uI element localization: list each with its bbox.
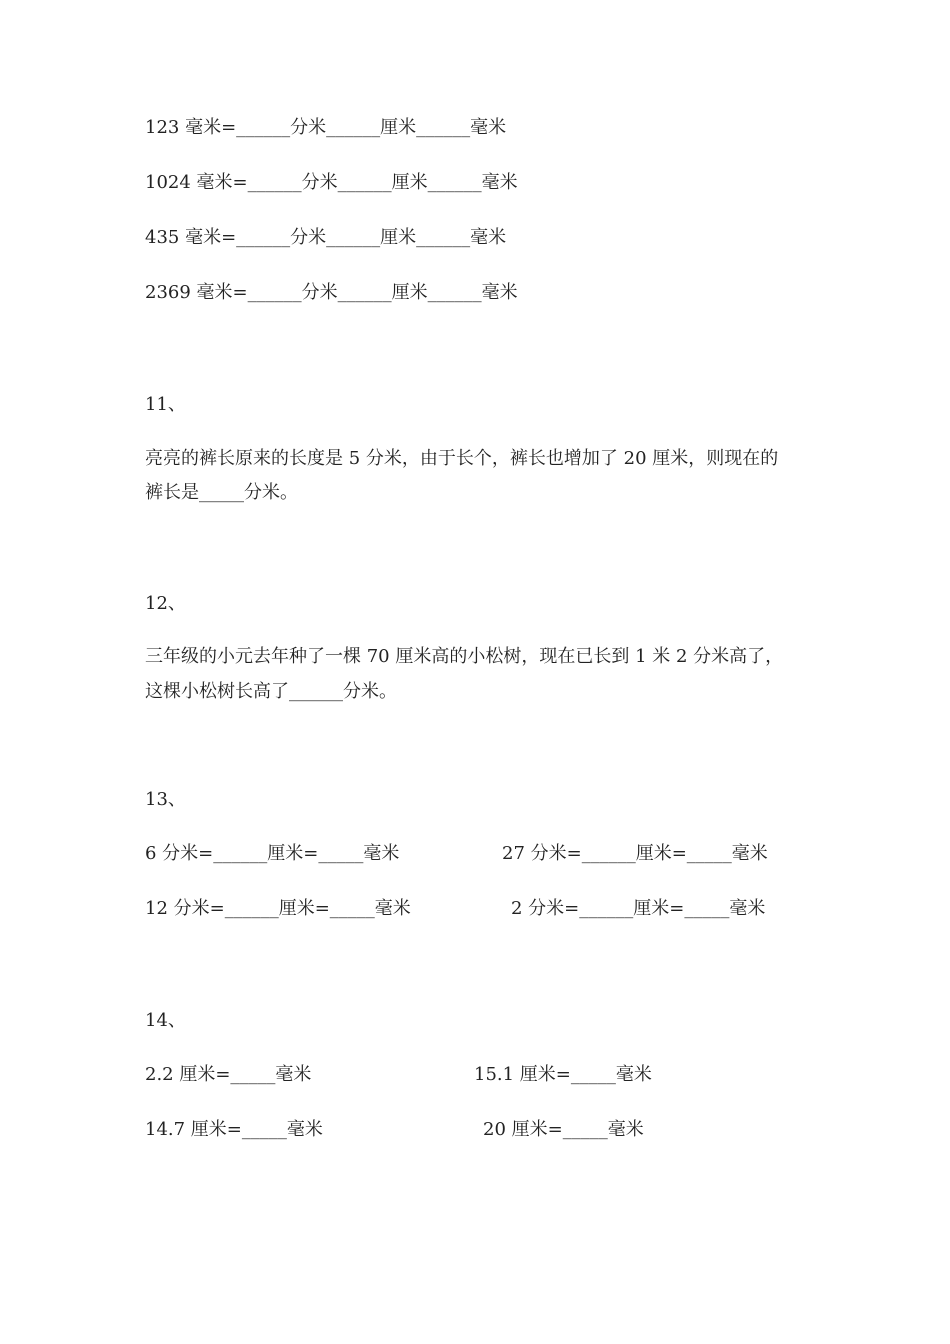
conversion-line-3: 435 毫米=______分米______厘米______毫米 — [145, 227, 507, 248]
question-14-left-2: 14.7 厘米=_____毫米 — [145, 1119, 323, 1140]
question-11-text-line-1: 亮亮的裤长原来的长度是 5 分米，由于长个，裤长也增加了 20 厘米，则现在的 — [145, 448, 779, 469]
conversion-line-1: 123 毫米=______分米______厘米______毫米 — [145, 117, 507, 138]
question-13-left-1: 6 分米=______厘米=_____毫米 — [145, 843, 400, 864]
question-12-number: 12、 — [145, 593, 186, 614]
conversion-line-2: 1024 毫米=______分米______厘米______毫米 — [145, 172, 518, 193]
question-13-left-2: 12 分米=______厘米=_____毫米 — [145, 898, 411, 919]
question-13-right-2: 2 分米=______厘米=_____毫米 — [511, 898, 766, 919]
conversion-line-4: 2369 毫米=______分米______厘米______毫米 — [145, 282, 518, 303]
question-12-text-line-1: 三年级的小元去年种了一棵 70 厘米高的小松树，现在已长到 1 米 2 分米高了， — [145, 646, 784, 667]
question-11-number: 11、 — [145, 394, 186, 415]
question-14-left-1: 2.2 厘米=_____毫米 — [145, 1064, 312, 1085]
question-14-right-2: 20 厘米=_____毫米 — [483, 1119, 644, 1140]
question-11-text-line-2: 裤长是_____分米。 — [145, 482, 298, 503]
question-14-number: 14、 — [145, 1010, 186, 1031]
question-14-right-1: 15.1 厘米=_____毫米 — [474, 1064, 652, 1085]
question-13-number: 13、 — [145, 789, 186, 810]
question-12-text-line-2: 这棵小松树长高了______分米。 — [145, 681, 397, 702]
question-13-right-1: 27 分米=______厘米=_____毫米 — [502, 843, 768, 864]
